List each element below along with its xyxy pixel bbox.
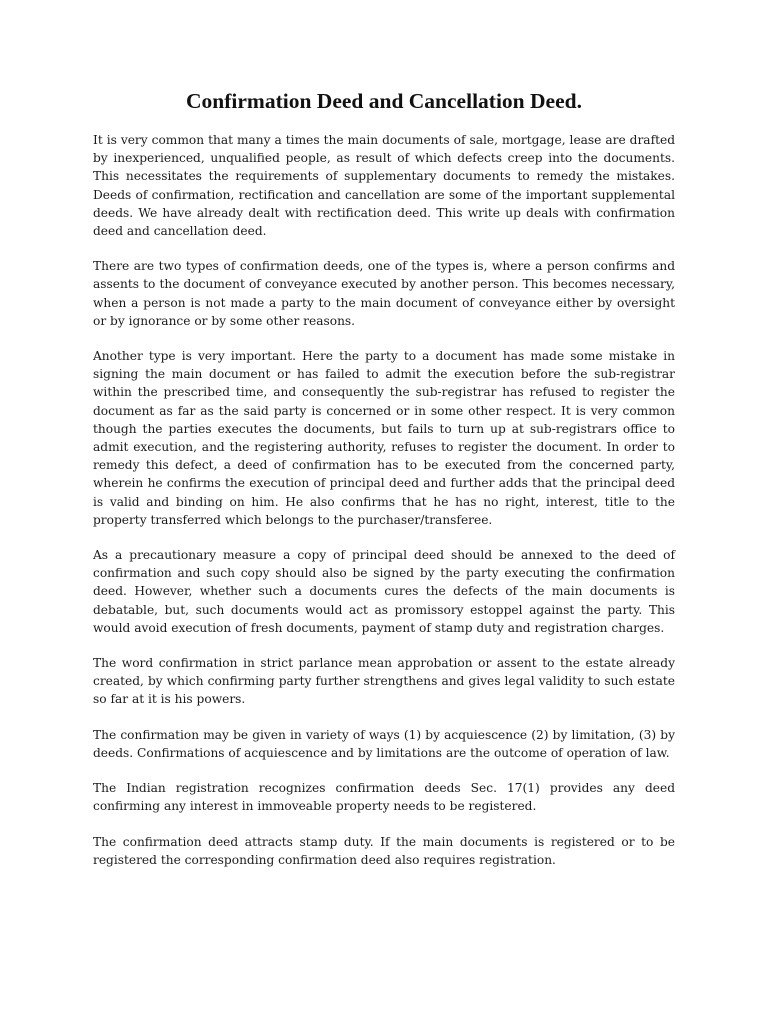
paragraph-second-type: Another type is very important. Here the party to a document has made some mistake in signing the main document or has failed to admit the execution before the sub-registrar within the prescribed time, and consequently the sub-registrar has refused to register the document as far as the said party is concerned or in some other respect. It is very common though the parties executes the documents, but fails to turn up at sub-registrars office to admit execution, and the registering authority, refuses to register the document. In order to remedy this defect, a deed of confirmation has to be executed from the concerned party, wherein he confirms the execution of principal deed and further adds that the principal deed is valid and binding on him. He also confirms that he has no right, interest, title to the property transferred which belongs to the purchaser/transferee. [93,349,675,527]
paragraph-definition: The word confirmation in strict parlance mean approbation or assent to the estate already created, by which confirming party further strengthens and gives legal validity to such estate so far at it is his powers. [93,656,675,707]
page-title: Confirmation Deed and Cancellation Deed. [186,89,582,113]
paragraph-ways: The confirmation may be given in variety of ways (1) by acquiescence (2) by limitation, (3) by deeds. Confirmations of acquiescence and by limitations are the outcome of operation of law. [93,727,675,760]
paragraph-stamp-duty: The confirmation deed attracts stamp duty. If the main documents is registered or to be registered the corresponding confirmation deed also requires registration. [93,834,675,867]
paragraph-intro: It is very common that many a times the main documents of sale, mortgage, lease are drafted by inexperienced, unqualified people, as result of which defects creep into the documents. This necessitates the requirements of supplementary documents to remedy the mistakes. Deeds of confirmation, rectification and cancellation are some of the important supplemental deeds. We have already dealt with rectification deed. This write up deals with confirmation deed and cancellation deed. [93,133,675,239]
paragraph-registration-law: The Indian registration recognizes confirmation deeds Sec. 17(1) provides any deed confirming any interest in immoveable property needs to be registered. [93,781,675,814]
paragraph-confirmation-types: There are two types of confirmation deeds, one of the types is, where a person confirms and assents to the document of conveyance executed by another person. This becomes necessary, when a person is not made a party to the main document of conveyance either by oversight or by ignorance or by some other reasons. [93,259,675,328]
paragraph-precaution: As a precautionary measure a copy of principal deed should be annexed to the deed of confirmation and such copy should also be signed by the party executing the confirmation deed. However, whether such a documents cures the defects of the main documents is debatable, but, such documents would act as promissory estoppel against the party. This would avoid execution of fresh documents, payment of stamp duty and registration charges. [93,548,675,635]
document-body [93,131,675,886]
